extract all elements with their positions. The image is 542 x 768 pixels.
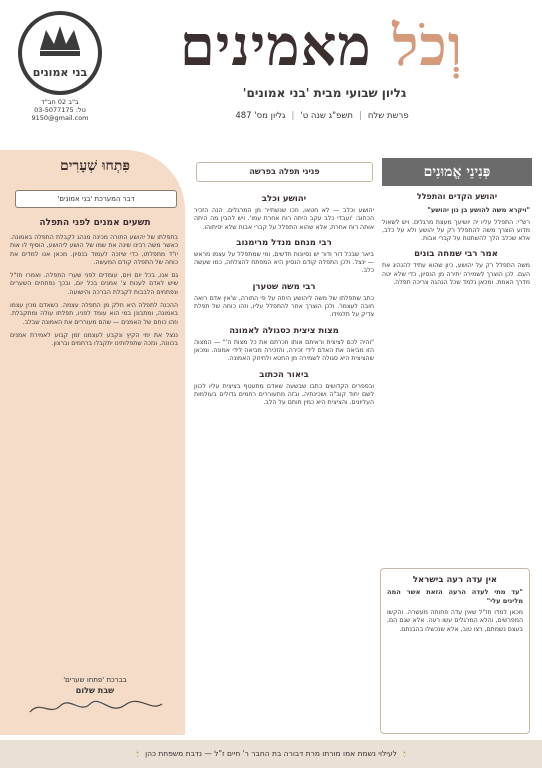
section-quote: "ויקרא משה להושע בן נון יהושע" bbox=[427, 206, 530, 214]
sidebar-paragraph: גם אנו, בכל יום ויום, עומדים לפני שערי התפלה. ואמרו חז"ל שיש לאדם לענות צ' אמנים בכל יום, ובכך נפתחים השערים ונפתחים הלבבות לקבלת הברכה והישועה. bbox=[10, 272, 178, 296]
contact-line: 9150@gmail.com bbox=[31, 114, 89, 122]
sidebar-body bbox=[10, 234, 178, 674]
issue-line bbox=[142, 108, 502, 124]
sidebar-sign bbox=[40, 676, 150, 695]
sidebar-paragraph: ההכנה לתפלה היא חלק מן התפלה עצמה. כשאדם מכין עצמו באמונה, ומתבונן במי הוא עומד לפניו, תפלתו עולה ומתקבלת. וזהו כוחם של האמנים — שהם מעוררים את האמונה שבלב. bbox=[10, 302, 178, 326]
masthead-title bbox=[119, 10, 524, 82]
separator-icon: | bbox=[358, 111, 362, 121]
section-title: יהושע וכלב bbox=[261, 194, 307, 204]
box-paragraph: מכאן למדו חז"ל שאין עדה פחותה מעשרה. והקשו המפרשים, והלא המרגלים עשו רעה. אלא שגם הם, בעצם נשמתם, רצו טוב, אלא שנכשלו בהבנתם. bbox=[387, 609, 523, 633]
section-paragraph: כתב שתפלתו של משה ליהושע היתה על פי התורה, ש'אין אדם רואה חובה לעצמו'. ולכן הוצרך אחר להתפלל עליו, וזהו כוחה של תפלת צדיק על תלמידו. bbox=[194, 294, 374, 319]
footer-dedication bbox=[0, 740, 542, 768]
sidebar-heading: תשעים אמנים לפני התפלה bbox=[39, 218, 151, 228]
section-paragraph: "והיה לכם לציצית וראיתם אותו וזכרתם את כל מצות ה'" — המצוה הזו מביאה את האדם לידי זכירה, והזכירה מביאה לידי אמונה. ומכאן שהציצית היא סגולה לשמירה מן החטא ולחיזוק האמונה. bbox=[194, 338, 374, 363]
section-title: אמר רבי שמחה בונים bbox=[414, 249, 498, 260]
box-quote: "עד מתי לעדה הרעה הזאת אשר המה מלינים עלי" bbox=[387, 588, 523, 605]
section-paragraph: ובספרים הקדושים כתבו שבשעה שאדם מתעטף בציצית עליו לכוון לשם יחוד קוב"ה ושכינתיה, ובזה מתעוררים רחמים גדולים בעולמות העליונים. והציצית היא כמין חותם על הלב. bbox=[194, 382, 374, 407]
section-title: רבי מנחם מנדל מרימנוב bbox=[236, 237, 332, 248]
footer-text: לעילוי נשמת אמו מורתו מרת דבורה בת החבר ר' חיים ז"ל — נדבת משפחת כהן bbox=[145, 749, 397, 758]
section-title: ביאור הכתוב bbox=[259, 369, 309, 380]
section-paragraph: יהושע וכלב — לא חטאו, וזכו שנשתייר מן המרגלים. הנה הזכיר הכתוב: 'ועבדי כלב עקב היתה רוח אחרת עמו'. ויש להבין מה היתה אותה רוח אחרת, אלא שהוא התפלל על קברי אבות שלא יסיתוהו. bbox=[194, 207, 374, 231]
masthead-main: מאמינים bbox=[179, 13, 372, 79]
section-paragraph: משה התפלל רק על יהושע, כיון שהוא עתיד להנהיג את העם. לכן הוצרך לשמירה יתירה מן הנסיון, כדי שלא יטה מדרך האמת. ומכאן נלמד שכל הנהגה צריכה תפלה. bbox=[382, 262, 530, 286]
separator-icon: | bbox=[291, 111, 295, 121]
sidebar-subtitle: דבר המערכת 'בני אמונים' bbox=[15, 190, 177, 208]
contact-line: טל: 03-5077175 bbox=[34, 106, 86, 114]
issue-number: גליון מס' 487 bbox=[235, 111, 286, 121]
issue-year: תשפ"ג שנה ט' bbox=[300, 111, 353, 121]
sidebar-title: פִּתְחוּ שְׁעָרִים bbox=[59, 158, 130, 174]
crown-logo-icon bbox=[10, 8, 110, 98]
sign-name: שבת שלום bbox=[75, 686, 115, 695]
sidebar-paragraph: בתפלתו של יהושע התורה מכינה מנהג לקבלת התפלה באמונה. כאשר משה רבינו שינה את שמו של הושע ליהושע, הוסיף לו אות יו"ד מתפלתו, כדי שיזכה לעמוד בנסיון. מכאן אנו למדים את כוחה של התפלה קודם המעשה. bbox=[10, 234, 178, 266]
signature-icon bbox=[20, 696, 170, 720]
right-subheading: יהושע הקדים והתפלל bbox=[416, 192, 498, 201]
section-title: מצות ציצית כסגולה לאמונה bbox=[229, 325, 339, 336]
section-paragraph: ביאר שבכל דור ודור יש נסיונות חדשים, ומי שמתפלל על עצמו מראש — ינצל. ולכן התפלה קודם הנסיון היא המפתח להצלחה, כמו שעשה כלב. bbox=[194, 250, 374, 275]
tagline: גליון שבועי מבית 'בני אמונים' bbox=[242, 86, 407, 100]
sign-label: בברכת 'פתחו שערים' bbox=[63, 676, 127, 684]
candle-icon: 🕯 bbox=[136, 749, 139, 758]
masthead-accent: וְכֹל bbox=[392, 13, 464, 79]
issue-parasha: פרשת שלח bbox=[367, 111, 409, 121]
contact-line: ב"ב 02 חב"ד bbox=[41, 98, 79, 106]
middle-heading: פניני תפלה בפרשה bbox=[196, 162, 373, 182]
contact-info bbox=[10, 98, 110, 122]
middle-body bbox=[194, 188, 374, 734]
box-title: אין עדה רעה בישראל bbox=[412, 575, 498, 585]
logo-text: בני אמונים bbox=[32, 66, 88, 79]
sidebar-paragraph: ננצל את ימי הקיץ ונקבע לעצמנו זמן קבוע לאמירת אמנים בכוונה, ונזכה שתפלותינו יתקבלו ברחמים וברצון. bbox=[10, 331, 178, 348]
section-paragraph: רש"י: התפלל עליו יה יושיעך מעצת מרגלים. ויש לשאול מדוע הוצרך משה להתפלל רק על יהושע ולא על כלב, אלא שכלב הלך להשתטח על קברי אבות. bbox=[382, 218, 530, 243]
right-heading: פְּנִינֵי אֱמוּנִים bbox=[382, 158, 532, 186]
right-box bbox=[380, 568, 530, 734]
section-title: רבי משה שטערן bbox=[252, 281, 316, 292]
candle-icon: 🕯 bbox=[403, 749, 406, 758]
